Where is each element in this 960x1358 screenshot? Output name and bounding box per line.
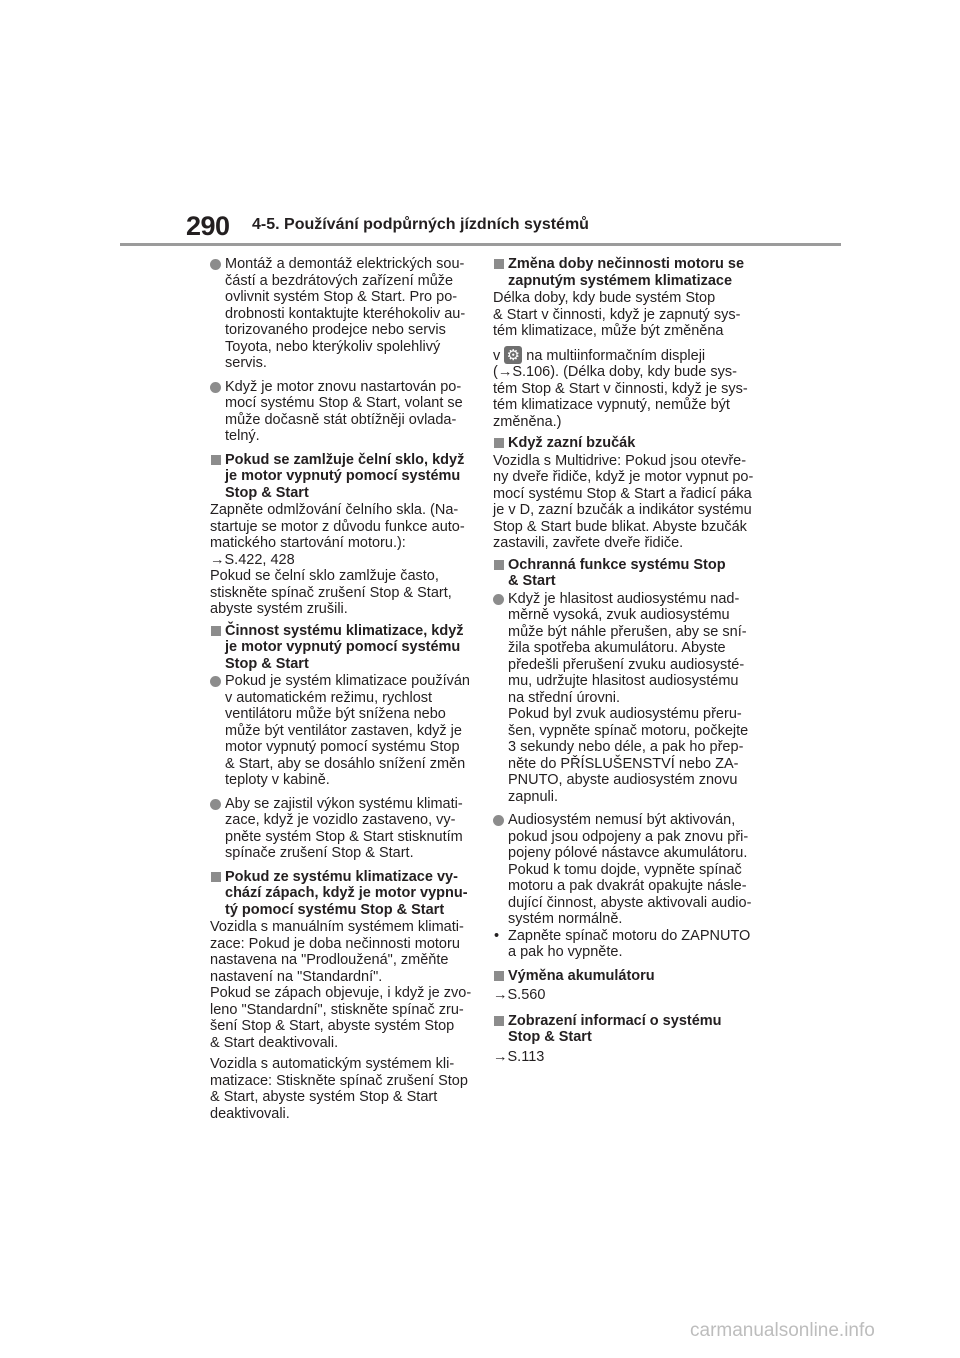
text-line: mocí systému Stop & Start, volant se xyxy=(225,395,463,411)
text-line: & Start, aby se dosáhlo snížení změn xyxy=(225,755,466,772)
sub-bullet-dot: • xyxy=(494,927,500,944)
text-line: teploty v kabině. xyxy=(225,772,330,788)
heading-idle-time xyxy=(493,256,747,289)
text-line: Když je motor znovu nastartován po- xyxy=(225,378,462,395)
text-line: Stop & Start xyxy=(508,1029,592,1045)
text-line: Toyota, nebo kterýkoliv spolehlivý xyxy=(225,338,441,355)
text-line: & Start, abyste systém Stop & Start xyxy=(210,1089,438,1105)
text-line: Pokud se zápach objevuje, i když je zvo- xyxy=(210,985,472,1001)
text-line: matizace: Stiskněte spínač zrušení Stop xyxy=(210,1072,468,1089)
text-line: tý pomocí systému Stop & Start xyxy=(225,901,445,918)
text-idle-time-display xyxy=(493,346,747,365)
text-ac-odor-manual xyxy=(210,919,472,1051)
text-line: Vozidla s manuálním systémem klimati- xyxy=(210,919,464,935)
text-line: pokud jsou odpojeny a pak znovu při- xyxy=(508,828,749,845)
text-line: abyste systém zrušili. xyxy=(210,601,348,617)
text-line: leno "Standardní", stiskněte spínač zru- xyxy=(210,1001,464,1018)
text-line: Zapněte odmlžování čelního skla. (Na- xyxy=(210,502,459,518)
text-line: Zobrazení informací o systému xyxy=(508,1012,722,1029)
text-line: zapnuli. xyxy=(508,788,558,805)
heading-protection-function xyxy=(493,557,747,590)
text-line: Vozidla s automatickým systémem kli- xyxy=(210,1056,455,1072)
text-line: může dočasně stát obtížněji ovlada- xyxy=(225,411,457,428)
text-buzzer xyxy=(493,452,754,552)
text-line: PNUTO, abyste audiosystém znovu xyxy=(508,772,738,788)
text-line: startuje se motor z důvodu funkce auto- xyxy=(210,518,465,535)
text-line: nastavena na "Prodloužená", změňte xyxy=(210,952,449,968)
text-line: deaktivovali. xyxy=(210,1105,290,1122)
text-line: Výměna akumulátoru xyxy=(508,967,655,984)
text-line: ny dveře řidiče, když je motor vypnut po- xyxy=(493,469,754,485)
text-line: servis. xyxy=(225,355,267,371)
text-line: šení Stop & Start, abyste systém Stop xyxy=(210,1018,455,1034)
text-line: mocí systému Stop & Start a řadicí páka xyxy=(493,485,752,502)
bullet-ac-auto-mode xyxy=(210,673,470,789)
text-line: na střední úrovni. xyxy=(508,689,621,706)
text-line: Stop & Start xyxy=(225,655,309,672)
text-line: nastavení na "Standardní". xyxy=(210,968,383,985)
text-idle-time-ref xyxy=(493,364,747,430)
text-line: Délka doby, kdy bude systém Stop xyxy=(493,290,716,306)
text-line: Montáž a demontáž elektrických sou- xyxy=(225,256,465,272)
text-line: spínače zrušení Stop & Start. xyxy=(225,845,414,861)
text-line: Když je hlasitost audiosystému nad- xyxy=(508,590,740,607)
text-line: zapnutým systémem klimatizace xyxy=(508,272,733,289)
text-line: pojeny pólové nástavce akumulátoru. xyxy=(508,845,748,861)
section-title: 4-5. Používání podpůrných jízdních systémů xyxy=(252,216,589,233)
text-line: Pokud byl zvuk audiosystému přeru- xyxy=(508,706,742,722)
bullet-audio-volume xyxy=(493,591,747,806)
text-line: 3 sekundy nebo déle, a pak ho přep- xyxy=(508,739,744,755)
text-line: systém normálně. xyxy=(508,911,623,927)
text-line: tém klimatizace, může být změněna xyxy=(493,323,724,339)
text-line: předešli přerušení zvuku audiosysté- xyxy=(508,656,745,673)
text-line: změněna.) xyxy=(493,413,562,430)
text-line: Pokud se čelní sklo zamlžuje často, xyxy=(210,568,439,584)
text-line: něte do PŘÍSLUŠENSTVÍ nebo ZA- xyxy=(508,755,739,772)
text-line: pněte systém Stop & Start stisknutím xyxy=(225,828,463,845)
text-line: může být náhle přerušen, aby se sní- xyxy=(508,623,747,640)
text-line: Audiosystém nemusí být aktivován, xyxy=(508,812,736,828)
text-line: →S.422, 428 xyxy=(210,551,295,568)
sub-bullet-engine-switch xyxy=(493,927,751,961)
text-line: Pokud se zamlžuje čelní sklo, když xyxy=(225,451,465,468)
text-line: Pokud k tomu dojde, vypněte spínač xyxy=(508,861,742,878)
text-line: Ochranná funkce systému Stop xyxy=(508,556,726,573)
text-line: tém Stop & Start v činnosti, když je sys- xyxy=(493,380,748,397)
bullet-electrical-parts xyxy=(210,256,464,372)
text-line: Činnost systému klimatizace, když xyxy=(225,622,464,639)
text-line: Změna doby nečinnosti motoru se xyxy=(508,256,745,272)
text-line: & Start deaktivovali. xyxy=(210,1034,339,1051)
text-line: & Start v činnosti, když je zapnutý sys- xyxy=(493,306,741,323)
right-column xyxy=(493,256,754,1070)
text-line: Vozidla s Multidrive: Pokud jsou otevře- xyxy=(493,452,747,469)
text-line: Aby se zajistil výkon systému klimati- xyxy=(225,795,463,812)
heading-windshield-fog xyxy=(210,452,464,502)
heading-battery-replacement xyxy=(493,968,747,985)
text-idle-time xyxy=(493,290,747,340)
settings-gear-icon xyxy=(504,346,522,364)
text-line: mu, udržujte hlasitost audiosystému xyxy=(508,673,739,689)
text-line: může být ventilátor zastaven, když je xyxy=(225,722,462,739)
text-idle-time-intro xyxy=(493,290,747,340)
text-line: drobnosti kontaktujte kteréhokoliv au- xyxy=(225,305,466,322)
heading-info-display xyxy=(493,1013,747,1046)
text-line: telný. xyxy=(225,428,260,444)
watermark: carmanualsonline.info xyxy=(690,1320,875,1341)
text-line: žila spotřeba akumulátoru. Abyste xyxy=(508,640,726,656)
text-v: v xyxy=(493,347,501,364)
text-line: Stop & Start xyxy=(225,484,309,501)
text-line: je v D, zazní bzučák a indikátor systému xyxy=(493,502,752,518)
text-ac-odor-auto xyxy=(210,1056,468,1122)
text-line: částí a bezdrátových zařízení může xyxy=(225,272,454,289)
heading-buzzer xyxy=(493,435,747,452)
heading-ac-odor xyxy=(210,868,468,919)
bullet-audio-activation xyxy=(493,812,752,928)
bullet-ac-performance xyxy=(210,796,464,862)
text-line: dující činnost, abyste aktivovali audio- xyxy=(508,894,752,911)
text-line: Stop & Start bude blikat. Abyste bzučák xyxy=(493,518,747,535)
text-line: motor vypnutý pomocí systému Stop xyxy=(225,739,460,755)
text-line: je motor vypnutý pomocí systému xyxy=(225,468,461,484)
text-line: ovlivnit systém Stop & Start. Pro po- xyxy=(225,289,458,305)
heading-ac-operation xyxy=(210,623,464,673)
text-line: Pokud ze systému klimatizace vy- xyxy=(225,868,458,885)
text-line: matického startování motoru.): xyxy=(210,535,406,551)
text-line: měrně vysoká, zvuk audiosystému xyxy=(508,607,730,623)
text-line: torizovaného prodejce nebo servis xyxy=(225,322,446,338)
text-line: zace: Pokud je doba nečinnosti motoru xyxy=(210,935,460,952)
text-line: stiskněte spínač zrušení Stop & Start, xyxy=(210,584,452,601)
text-line: Když zazní bzučák xyxy=(508,435,636,451)
bullet-steering xyxy=(210,379,464,445)
text-line: v automatickém režimu, rychlost xyxy=(225,689,433,706)
text-multi-info-display: na multiinformačním displeji xyxy=(526,347,706,364)
text-line: zastavili, zavřete dveře řidiče. xyxy=(493,535,684,551)
text-line: Zapněte spínač motoru do ZAPNUTO xyxy=(508,927,751,944)
text-line: chází zápach, když je motor vypnu- xyxy=(225,885,468,901)
ref-battery-replacement: →S.560 xyxy=(493,987,546,1003)
text-line: tém klimatizace vypnutý, nemůže být xyxy=(493,397,730,413)
text-line: & Start xyxy=(508,573,556,589)
text-line: je motor vypnutý pomocí systému xyxy=(225,639,461,655)
text-line: ventilátoru může být snížena nebo xyxy=(225,706,446,722)
text-windshield-fog xyxy=(210,502,464,618)
text-line: motoru a pak dvakrát opakujte násle- xyxy=(508,878,747,894)
ref-info-display: →S.113 xyxy=(493,1048,545,1065)
sub-bullet-text xyxy=(508,927,751,961)
text-line: šen, vypněte spínač motoru, počkejte xyxy=(508,722,749,739)
text-line: zace, když je vozidlo zastaveno, vy- xyxy=(225,812,456,828)
text-line: Pokud je systém klimatizace používán xyxy=(225,673,470,689)
text-line: (→S.106). (Délka doby, kdy bude sys- xyxy=(493,364,737,380)
page-number: 290 xyxy=(186,211,230,241)
header-divider xyxy=(120,243,841,246)
text-line: a pak ho vypněte. xyxy=(508,944,623,960)
left-column xyxy=(210,256,472,1127)
